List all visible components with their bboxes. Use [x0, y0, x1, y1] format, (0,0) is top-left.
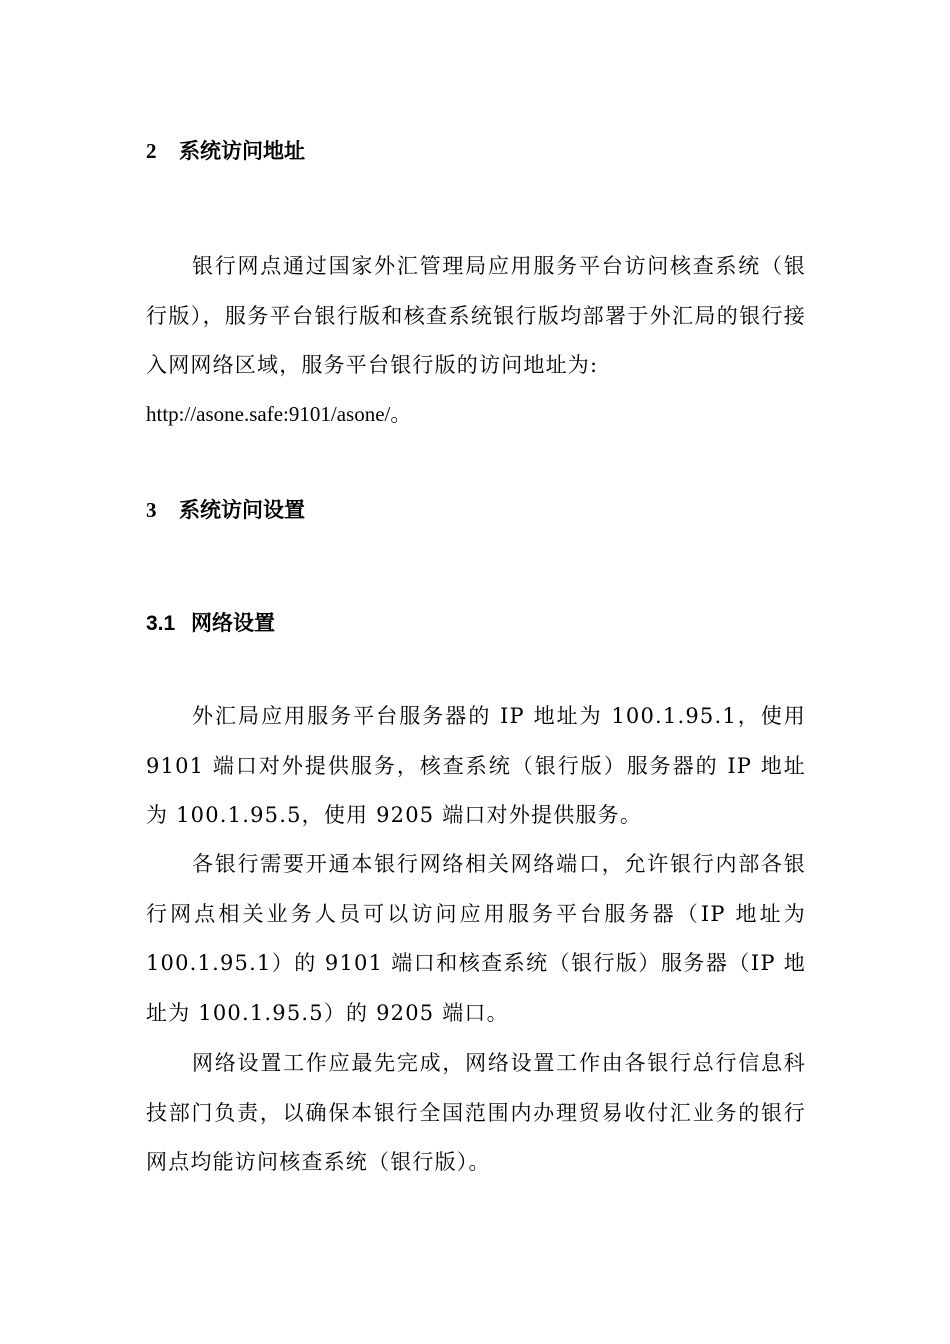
section-title: 系统访问设置 [179, 498, 305, 522]
section-number: 2 [146, 139, 157, 163]
section-number: 3.1 [146, 612, 176, 635]
paragraph-port-opening: 各银行需要开通本银行网络相关网络端口，允许银行内部各银行网点相关业务人员可以访问应用服务平台服务器（IP 地址为 100.1.95.1）的 9101 端口和核查系统（银行版）服务器（IP 地址为 100.1.95.5）的 9205 端口。 [146, 852, 806, 1025]
section-heading-3-1 [146, 608, 275, 639]
section-title: 系统访问地址 [179, 139, 305, 163]
paragraph-network-responsibility: 网络设置工作应最先完成，网络设置工作由各银行总行信息科技部门负责，以确保本银行全国范围内办理贸易收付汇业务的银行网点均能访问核查系统（银行版）。 [146, 1051, 806, 1174]
section-title: 网络设置 [191, 611, 275, 635]
paragraph-access-address: 银行网点通过国家外汇管理局应用服务平台访问核查系统（银行版），服务平台银行版和核查系统银行版均部署于外汇局的银行接入网网络区域，服务平台银行版的访问地址为: [146, 254, 806, 377]
section-heading-2 [146, 136, 305, 166]
document-page [146, 0, 806, 1344]
access-url [146, 390, 806, 440]
access-url-text: http://asone.safe:9101/asone/。 [146, 402, 412, 426]
section-number: 3 [146, 498, 157, 522]
section-heading-3 [146, 495, 305, 525]
paragraph-server-addresses: 外汇局应用服务平台服务器的 IP 地址为 100.1.95.1，使用 9101 端口对外提供服务，核查系统（银行版）服务器的 IP 地址为 100.1.95.5，使用 9205 端口对外提供服务。 [146, 704, 806, 827]
